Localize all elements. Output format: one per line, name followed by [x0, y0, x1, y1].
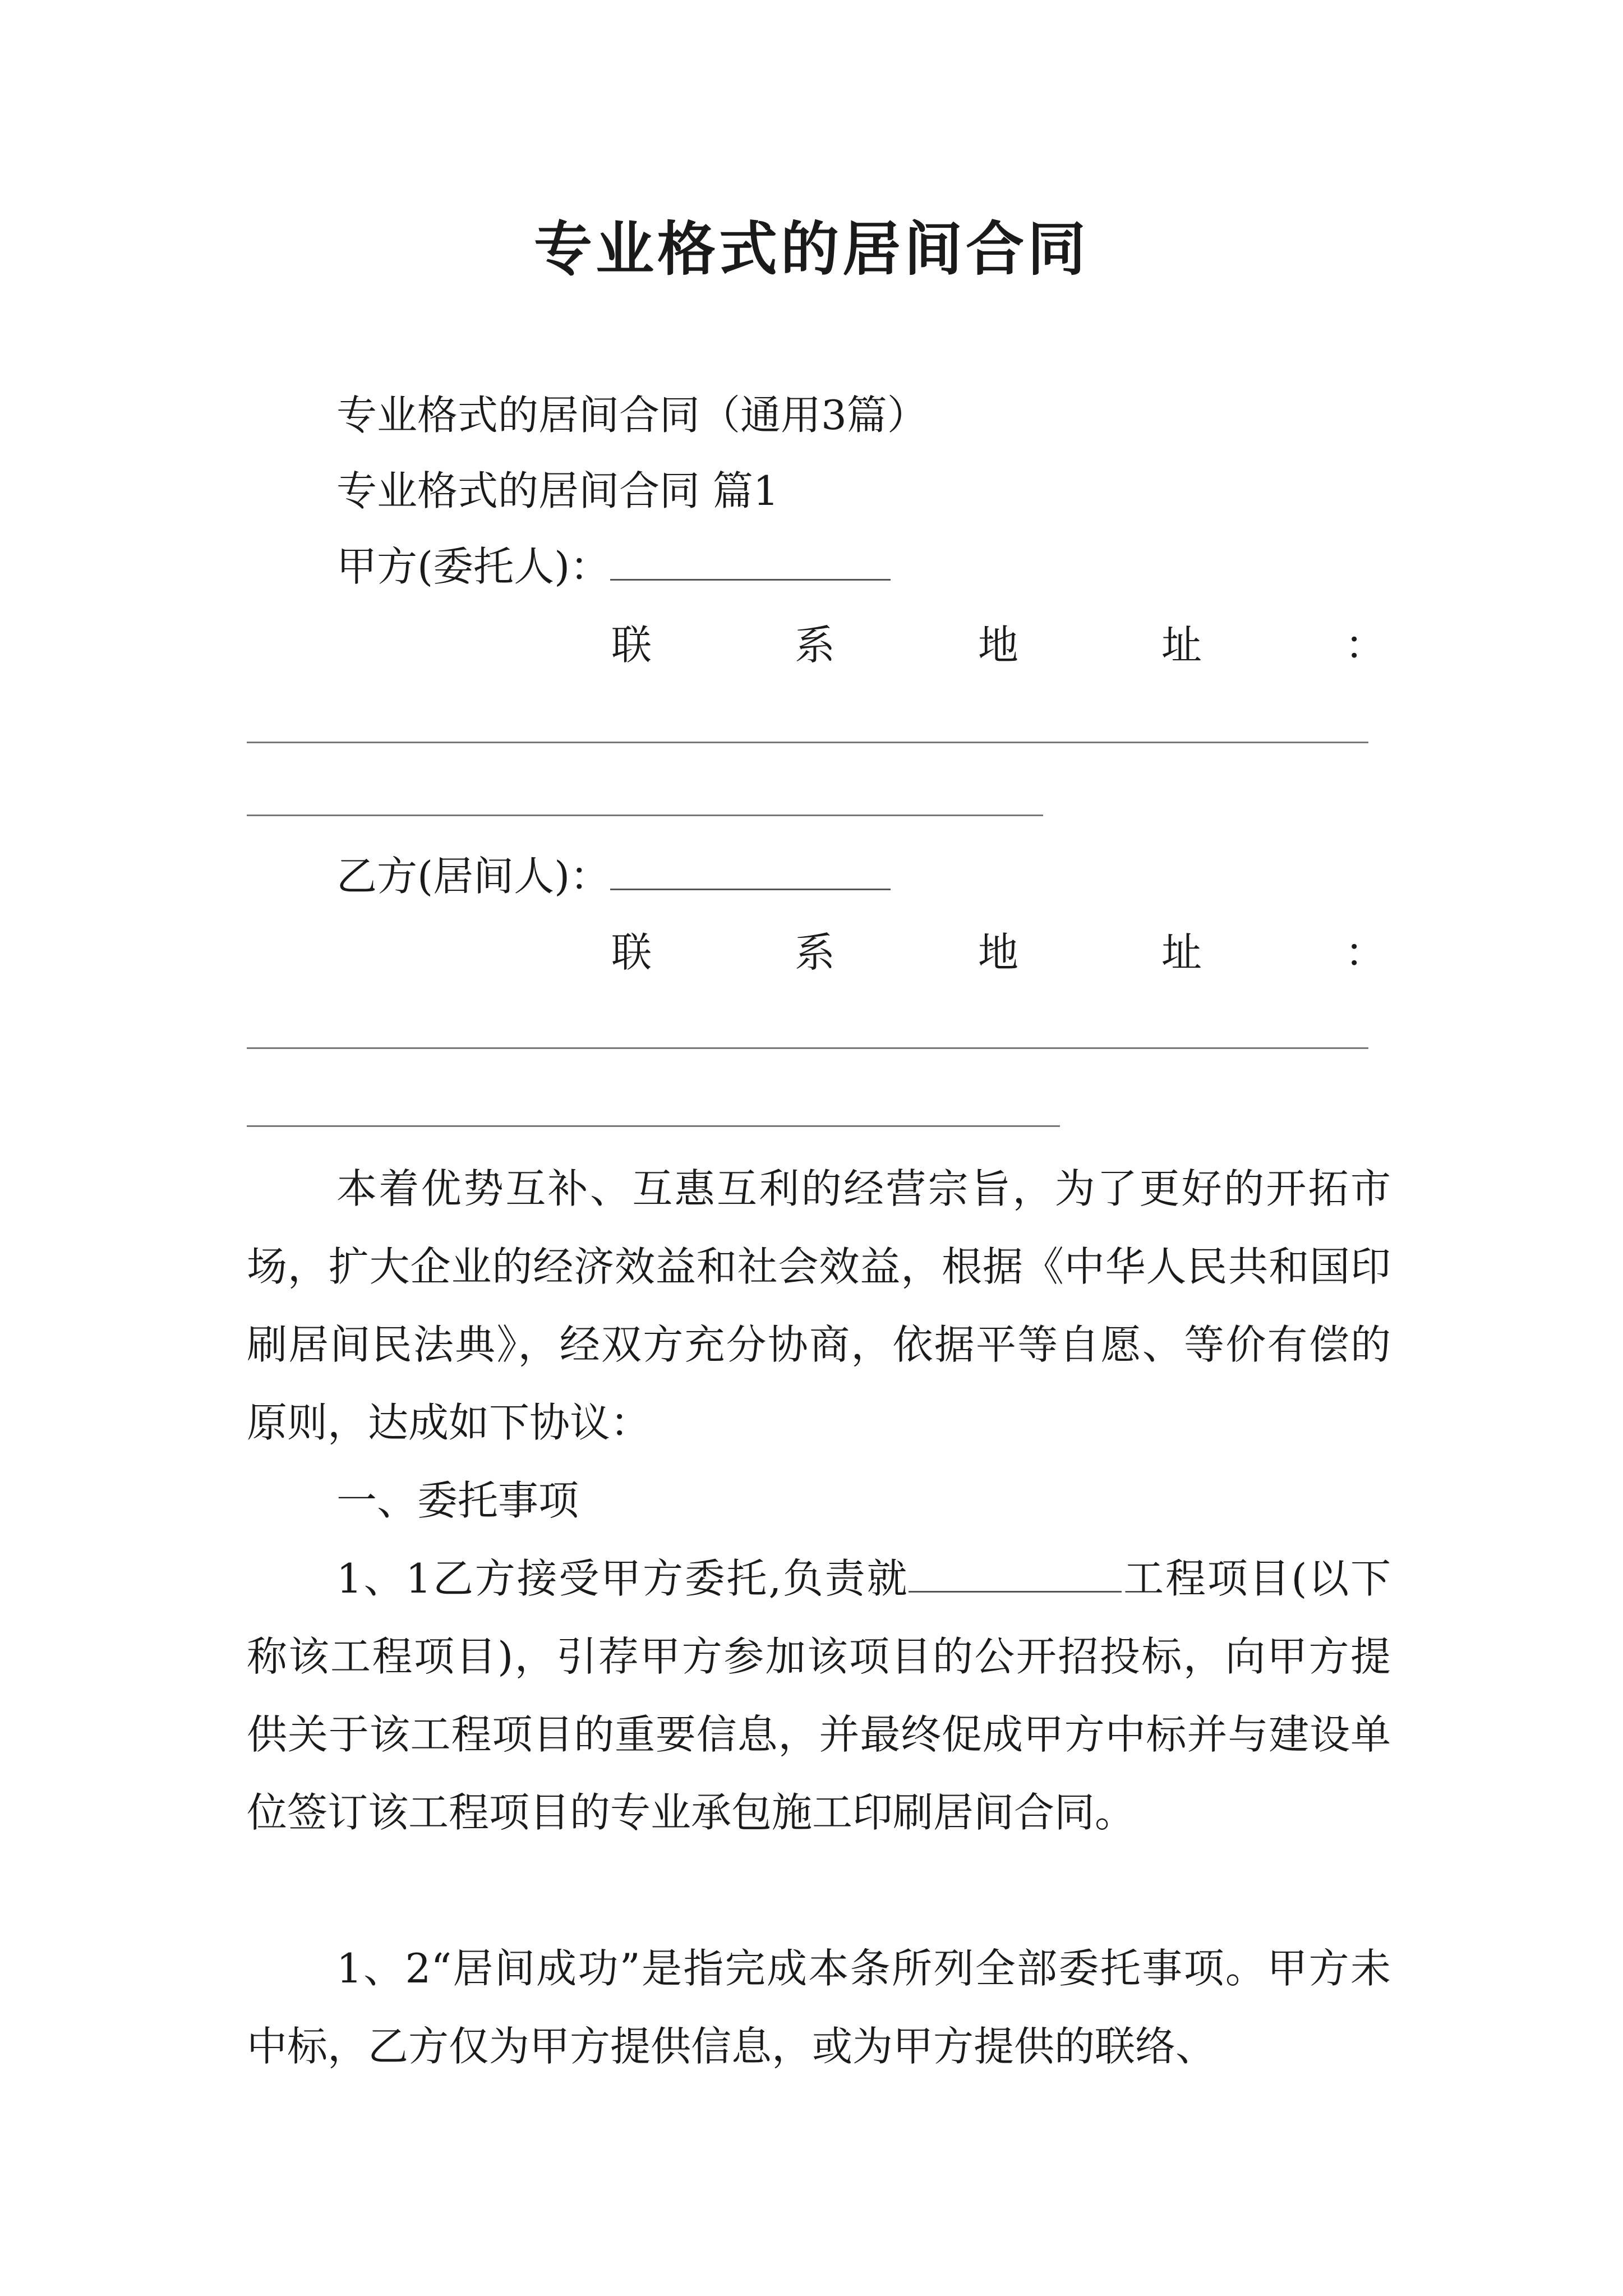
address-char: ：	[1344, 929, 1385, 976]
party-b-blank	[610, 849, 891, 890]
address-char: 地	[978, 622, 1018, 669]
project-name-blank	[909, 1552, 1122, 1593]
address-char: 址	[1161, 929, 1202, 976]
address-char: 系	[794, 929, 835, 976]
heading-entrusted-matters: 一、委托事项	[336, 1477, 579, 1524]
party-a-address-blank-line-2	[247, 815, 1043, 816]
clause-1-2: 1、2“居间成功”是指完成本条所列全部委托事项。甲方未中标，乙方仅为甲方提供信息，或为甲方提供的联络、	[247, 1945, 1391, 2070]
clause-1-1-start: 1、1乙方接受甲方委托,负责就	[336, 1555, 909, 1602]
document-subtitle: 专业格式的居间合同（通用3篇）	[336, 392, 928, 439]
address-char: 联	[611, 929, 652, 976]
address-char: 地	[978, 929, 1018, 976]
address-char: ：	[1344, 622, 1385, 669]
document-title: 专业格式的居间合同	[533, 215, 1089, 283]
intro-paragraph: 本着优势互补、互惠互利的经营宗旨，为了更好的开拓市场，扩大企业的经济效益和社会效益，根据《中华人民共和国印刷居间民法典》，经双方充分协商，依据平等自愿、等价有偿的原则，达成如下协议：	[247, 1165, 1391, 1446]
party-a-address-blank-line-1	[247, 742, 1368, 743]
party-a-label: 甲方(委托人)：	[336, 543, 611, 590]
address-char: 系	[794, 622, 835, 669]
party-b-address-blank-line-2	[247, 1125, 1060, 1127]
clause-1-1-rest: 工程项目(以下称该工程项目)，引荐甲方参加该项目的公开招投标，向甲方提供关于该工程项目的重要信息，并最终促成甲方中标并与建设单位签订该工程项目的专业承包施工印刷居间合同。	[247, 1555, 1391, 1836]
party-b-address-label	[611, 924, 1385, 981]
clause-1-1	[247, 1540, 1391, 1852]
party-b-row	[336, 848, 891, 904]
section-heading: 专业格式的居间合同 篇1	[336, 467, 779, 514]
party-a-blank	[610, 540, 891, 581]
party-a-address-label	[611, 617, 1385, 673]
address-char: 联	[611, 622, 652, 669]
party-b-label: 乙方(居间人)：	[336, 853, 611, 900]
party-b-address-blank-line-1	[247, 1047, 1368, 1049]
address-char: 址	[1161, 622, 1202, 669]
party-a-row	[336, 539, 891, 595]
